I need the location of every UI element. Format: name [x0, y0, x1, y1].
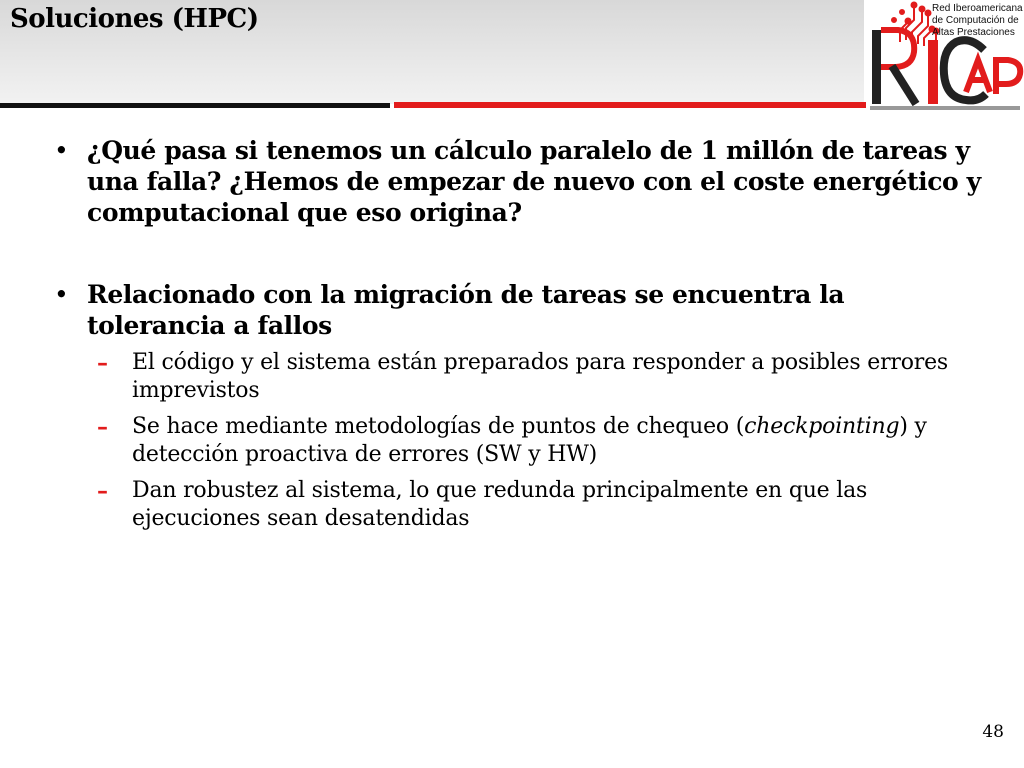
bullet-symbol: • — [54, 136, 69, 165]
ricap-letters — [870, 30, 1020, 110]
sub-item-text: El código y el sistema están preparados para responder a posibles errores imprevistos — [132, 350, 948, 403]
bullet-item — [54, 135, 984, 228]
logo-tagline-line: Red Iberoamericana — [932, 3, 1023, 14]
logo-tagline-line: de Computación de — [932, 15, 1019, 26]
logo-tagline-line: Altas Prestaciones — [932, 27, 1015, 38]
sub-item-text: Dan robustez al sistema, lo que redunda principalmente en que las ejecuciones sean desatendidas — [132, 478, 868, 531]
bullet-text: ¿Qué pasa si tenemos un cálculo paralelo de 1 millón de tareas y una falla? ¿Hemos de empezar de nuevo con el coste energético y computacional que eso origina? — [87, 136, 981, 227]
title-rule-black — [0, 103, 390, 108]
slide-title: Soluciones (HPC) — [10, 4, 259, 34]
sub-item — [87, 349, 984, 405]
sub-item-text-post: ) y detección proactiva de errores (SW y HW) — [132, 414, 927, 467]
sub-item — [87, 477, 984, 533]
bullet-item — [54, 279, 984, 341]
logo-tagline — [932, 3, 1024, 39]
sub-item-text-pre: Se hace mediante metodologías de puntos de chequeo ( — [132, 414, 745, 439]
bullet-text: Relacionado con la migración de tareas se encuentra la tolerancia a fallos — [87, 280, 845, 340]
sub-bullet-symbol: – — [97, 350, 108, 376]
page-number: 48 — [982, 722, 1004, 742]
slide-content — [54, 135, 984, 533]
sub-item-emphasis: checkpointing — [744, 414, 900, 439]
sub-bullet-symbol: – — [97, 478, 108, 504]
sub-bullet-symbol: – — [97, 414, 108, 440]
bullet-symbol: • — [54, 280, 69, 309]
title-rule-red — [394, 102, 866, 108]
sub-item — [87, 413, 984, 469]
